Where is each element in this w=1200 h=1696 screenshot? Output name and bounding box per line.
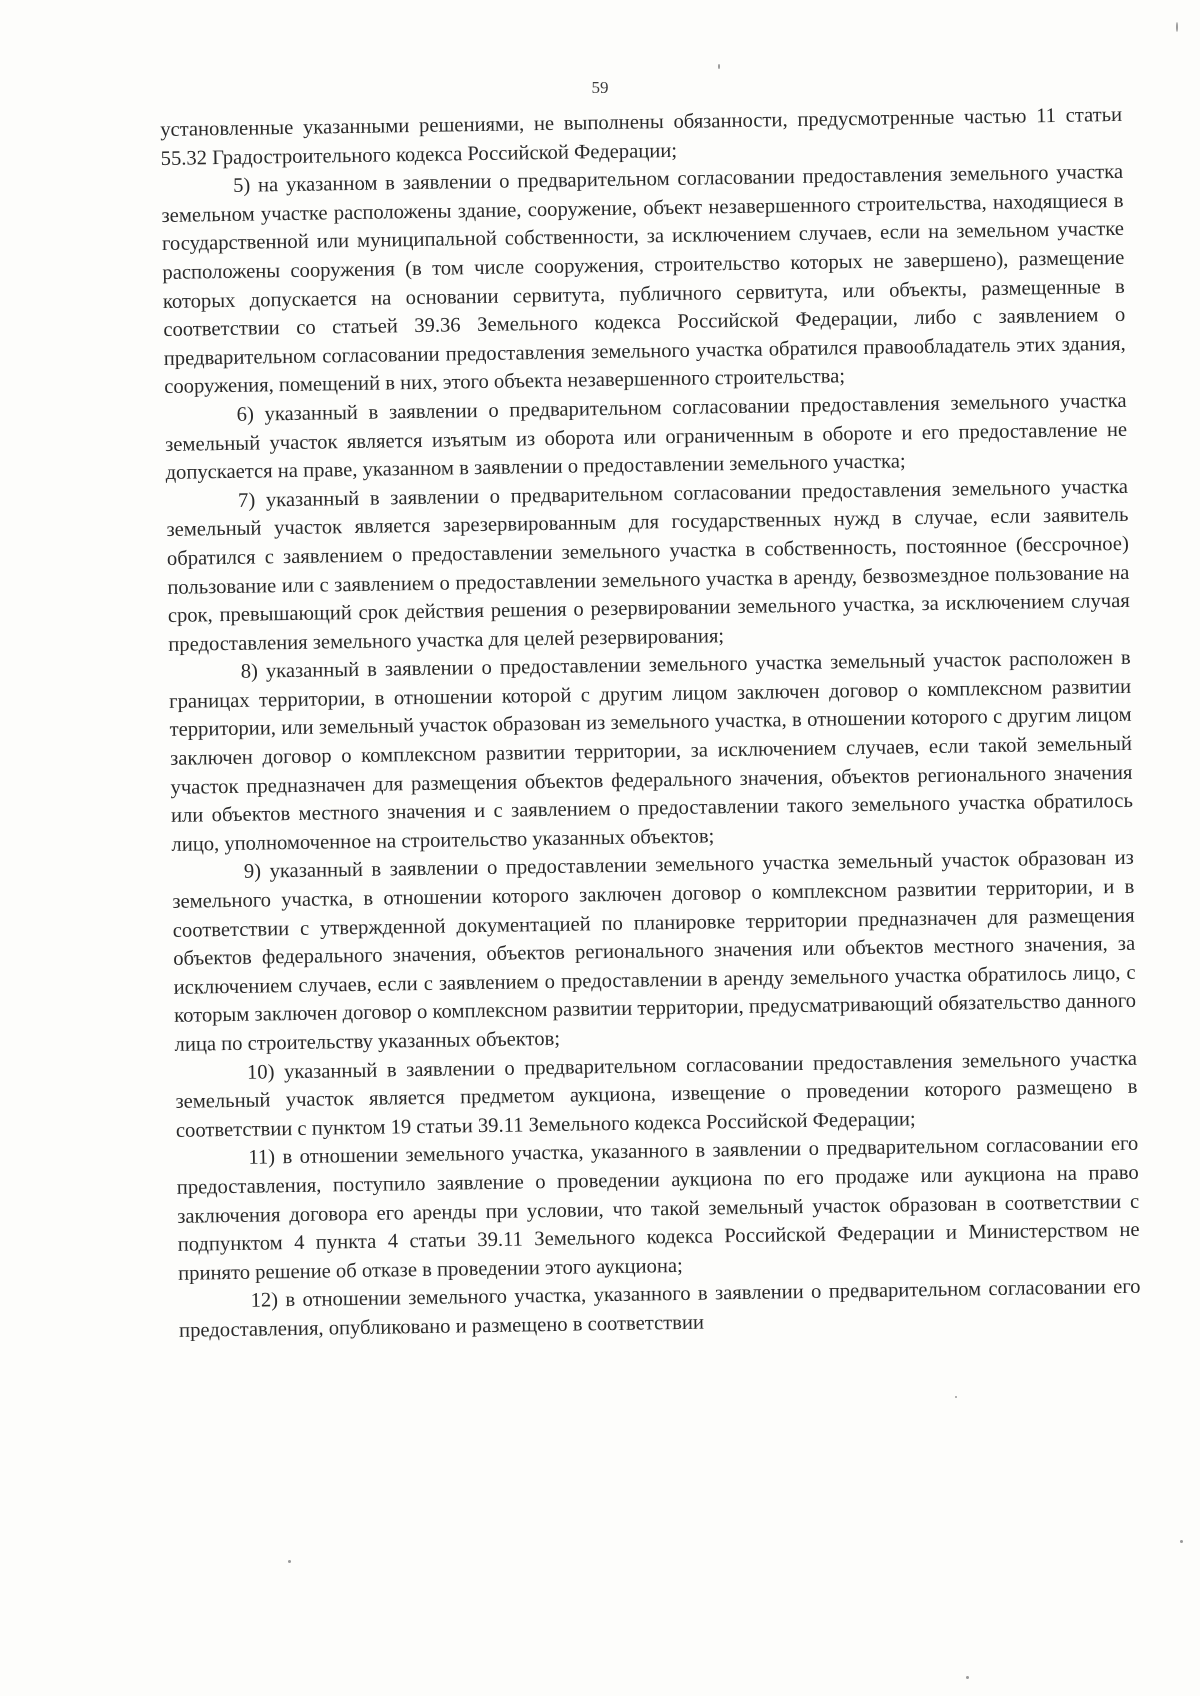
- paragraph-continuation: установленные указанными решениями, не выполнены обязанности, предусмотренные частью 11 статьи 55.32 Градостроительного кодекса Российской Федерации;: [160, 103, 1123, 170]
- scan-speck: [1176, 22, 1178, 32]
- paragraph-item-7: 7) указанный в заявлении о предварительном согласовании предоставления земельного участка земельный участок является зарезервированным для государственных нужд в случае, если заявитель обратился с заявлением о предоставлении земельного участка в собственность, постоянное (бессрочное) пользование или с заявлением о предоставлении земельного участка в аренду, безвозмездное пользование на срок, превышающий срок действия решения о резервировании земельного участка, за исключением случая предоставления земельного участка для целей резервирования;: [166, 475, 1130, 656]
- page-number: 59: [591, 78, 609, 97]
- scan-speck: [1180, 1540, 1183, 1543]
- paragraph-item-8: 8) указанный в заявлении о предоставлении земельного участка земельный участок расположен в границах территории, в отношении которой с другим лицом заключен договор о комплексном развитии территории, или земельный участок образован из земельного участка, в отношении которого с другим лицом заключен договор о комплексном развитии территории, за исключением случаев, если такой земельный участок предназначен для размещения объектов федерального значения, объектов регионального значения или объектов местного значения и с заявлением о предоставлении такого земельного участка обратилось лицо, уполномоченное на строительство указанных объектов;: [169, 647, 1134, 856]
- paragraph-item-10: 10) указанный в заявлении о предварительном согласовании предоставления земельного участка земельный участок является предметом аукциона, извещение о проведении которого размещено в соответствии с пунктом 19 статьи 39.11 Земельного кодекса Российской Федерации;: [175, 1047, 1138, 1142]
- scan-speck: [955, 1396, 957, 1398]
- scan-speck: [718, 64, 720, 69]
- paragraph-item-6: 6) указанный в заявлении о предварительном согласовании предоставления земельного участка земельный участок является изъятым из оборота или ограниченным в обороте и его предоставление не допускается на праве, указанном в заявлении о предоставлении земельного участка;: [164, 389, 1128, 485]
- scan-speck: [966, 1676, 969, 1679]
- paragraph-item-12: 12) в отношении земельного участка, указанного в заявлении о предварительном согласовании его предоставления, опубликовано и размещено в соответствии: [178, 1276, 1141, 1342]
- paragraph-item-5: 5) на указанном в заявлении о предварительном согласовании предоставления земельного участка земельном участке расположены здание, сооружение, объект незавершенного строительства, находящиеся в государственной или муниципальной собственности, за исключением случаев, если на земельном участке расположены сооружения (в том числе сооружения, строительство которых не завершено), размещение которых допускается на основании сервитута, публичного сервитута, или объекты, размещенные в соответствии со статьей 39.36 Земельного кодекса Российской Федерации, либо с заявлением о предварительном согласовании предоставления земельного участка обратился правообладатель этих здания, сооружения, помещений в них, этого объекта незавершенного строительства;: [161, 161, 1126, 399]
- document-body: [160, 101, 1141, 1345]
- paragraph-item-11: 11) в отношении земельного участка, указанного в заявлении о предварительном согласовании его предоставления, поступило заявление о проведении аукциона по его продаже или аукциона на право заключения договора его аренды при условии, что такой земельный участок образован в соответствии с подпунктом 4 пункта 4 статьи 39.11 Земельного кодекса Российской Федерации и Министерством не принято решение об отказе в проведении этого аукциона;: [176, 1133, 1140, 1285]
- scan-speck: [288, 1560, 291, 1563]
- paragraph-item-9: 9) указанный в заявлении о предоставлении земельного участка земельный участок образован из земельного участка, в отношении которого заключен договор о комплексном развитии территории, и в соответствии с утвержденной документацией по планировке территории предназначен для размещения объектов федерального значения, объектов регионального значения или объектов местного значения, за исключением случаев, если с заявлением о предоставлении в аренду земельного участка обратилось лицо, с которым заключен договор о комплексном развитии территории, предусматривающий обязательство данного лица по строительству указанных объектов;: [172, 847, 1137, 1056]
